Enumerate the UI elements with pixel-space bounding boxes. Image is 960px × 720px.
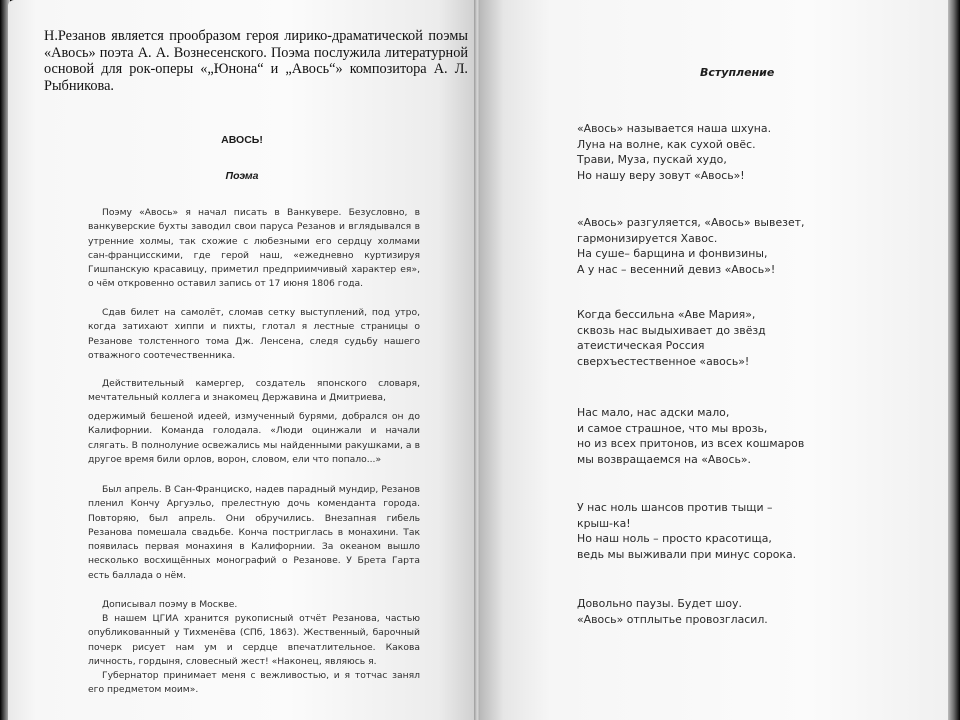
- book-right-edge: [948, 0, 960, 720]
- left-page: [8, 0, 476, 720]
- paragraph: Дописывал поэму в Москве.: [102, 599, 238, 610]
- paragraph: Сдав билет на самолёт, сломав сетку выступлений, под утро, когда затихают хиппи и пихты, глотал я лестные страницы о Резанове толстенного тома Дж. Ленсена, следя судьбу нашего отважного соотечественника.: [88, 307, 420, 361]
- stanza: [577, 405, 917, 467]
- verse-line: На суше– барщина и фонвизины,: [577, 247, 768, 261]
- stanza: [577, 596, 917, 627]
- paragraph: Поэму «Авось» я начал писать в Ванкувере. Безусловно, в ванкуверские бухты заводил свои паруса Резанов и вглядывался в утренние холмы, так схожие с любезными его сердцу холмами сан-францисскими, где герой наш, «ежедневно куртизируя Гишпанскую красавицу, приметил предприимчивый характер ея», о чём откровенно оставил запись от 17 июня 1806 года.: [88, 207, 420, 290]
- verse-line: «Авось» разгуляется, «Авось» вывезет,: [577, 216, 805, 229]
- verse-line: но из всех притонов, из всех кошмаров: [577, 437, 805, 451]
- stanza: [577, 215, 917, 277]
- stanza: [577, 121, 917, 183]
- verse-line: и самое страшное, что мы врозь,: [577, 421, 768, 435]
- verse-line: мы возвращаемся на «Авось».: [577, 452, 751, 466]
- verse-line: ведь мы выживали при минус сорока.: [577, 547, 797, 561]
- verse-line: Когда бессильна «Аве Мария»,: [577, 308, 756, 321]
- verse-line: «Авось» отплытье провозгласил.: [577, 612, 768, 626]
- verse-line: Луна на волне, как сухой овёс.: [577, 137, 756, 151]
- verse-line: У нас ноль шансов против тыщи –: [577, 501, 773, 514]
- paragraph: Был апрель. В Сан-Франциско, надев парадный мундир, Резанов пленил Кончу Аргуэльо, прелестную дочь коменданта города. Повторяю, был апрель. Они обручились. Внезапная гибель Резанова помешала свадьбе. Конча постриглась в монахини. Так появилась первая монахиня в Калифорнии. За океаном вышло несколько восхищённых монографий о Резанове. У Брета Гарта есть баллада о нём.: [88, 484, 420, 581]
- right-page: [480, 0, 952, 720]
- verse-line: Довольно паузы. Будет шоу.: [577, 597, 742, 610]
- verse-line: гармонизируется Хавос.: [577, 231, 718, 245]
- paragraph: Губернатор принимает меня с вежливостью, и я тотчас занял его предметом моим».: [88, 670, 420, 696]
- poem-subtitle: Поэма: [225, 170, 259, 182]
- paragraph: Действительный камергер, создатель японского словаря, мечтательный коллега и знакомец Державина и Дмитриева,: [88, 378, 420, 404]
- paragraph: одержимый бешеной идеей, измученный бурями, добрался он до Калифорнии. Команда голодала. «Люди оцинжали и начали слягать. В полнолуние освежались мы найденными ракушками, а в другое время били орлов, ворон, словом, ели что попало...»: [88, 411, 420, 465]
- verse-line: Нас мало, нас адски мало,: [577, 406, 730, 419]
- verse-line: Но наш ноль – просто красотища,: [577, 532, 772, 546]
- poem-title: АВОСЬ!: [221, 134, 263, 146]
- verse-line: сверхъестественное «авось»!: [577, 354, 750, 368]
- intro-note: Н.Резанов является прообразом героя лирико-драматической поэмы «Авось» поэта А. А. Вознесенского. Поэма послужила литературной основой для рок-оперы «„Юнона“ и „Авось“» композитора А. Л. Рыбникова.: [44, 28, 468, 94]
- paragraph: В нашем ЦГИА хранится рукописный отчёт Резанова, частью опубликованный у Тихменёва (СПб, 1863). Жественный, барочный почерк рисует нам ум и сердце впечатлительное. Какова личность, гордыня, словесный жест! «Наконец, являюсь я.: [88, 613, 420, 667]
- verse-line: сквозь нас выдыхивает до звёзд: [577, 323, 766, 337]
- verse-line: Трави, Муза, пускай худо,: [577, 153, 727, 167]
- verse-line: «Авось» называется наша шхуна.: [577, 122, 772, 135]
- stanza: [577, 500, 917, 562]
- verse-line: атеистическая Россия: [577, 339, 705, 353]
- stanza: [577, 307, 917, 369]
- verse-line: Но нашу веру зовут «Авось»!: [577, 168, 745, 182]
- section-title: Вступление: [700, 66, 775, 79]
- verse-line: крыш-ка!: [577, 516, 631, 530]
- verse-line: А у нас – весенний девиз «Авось»!: [577, 262, 776, 276]
